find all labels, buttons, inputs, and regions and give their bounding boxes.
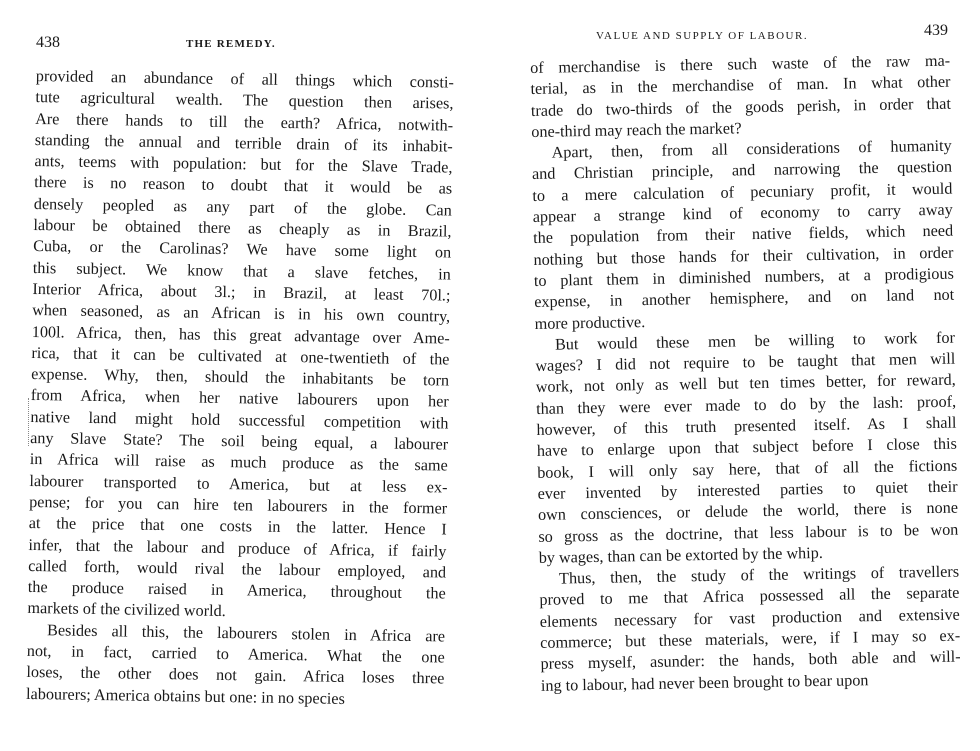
right-text-line: appear a strange kind of economy to carry away	[532, 200, 953, 227]
right-text-line: commerce; but these materials, were, if I may so ex-	[540, 626, 961, 652]
right-page	[490, 0, 980, 751]
left-text-line: there is no reason to doubt that it would be as	[34, 173, 453, 199]
right-text-line: to plant them in diminished numbers, at a prodigious	[533, 264, 954, 290]
right-page-body	[530, 51, 961, 697]
right-text-line: trade do two-thirds of the goods perish, in order that	[530, 94, 952, 120]
right-text-line: wages? I did not require to be taught that men will	[535, 349, 956, 376]
left-text-line: this subject. We know that a slave fetches, in	[32, 258, 451, 284]
left-text-line: Besides all this, the labourers stolen in Africa are	[47, 620, 446, 646]
right-text-line: by wages, than can be extorted by the whip.	[538, 543, 823, 567]
right-text-line: to a mere calculation of pecuniary profit, it would	[532, 179, 953, 205]
left-running-head: THE REMEDY.	[186, 38, 276, 50]
left-text-line: labourer transported to America, but at less ex-	[29, 471, 448, 497]
right-text-line: have to enlarge upon that subject before I close this	[536, 434, 957, 461]
right-text-line: Apart, then, from all considerations of humanity	[551, 136, 952, 162]
right-text-line: ing to labour, had never been brought to bear upon	[540, 670, 869, 695]
left-page-body	[26, 66, 454, 711]
left-text-line: not, in fact, carried to America. What the one	[26, 641, 445, 667]
right-text-line: book, I will only say here, that of all the fictions	[537, 456, 958, 482]
left-text-line: 100l. Africa, then, has this great advantage over Ame-	[31, 322, 450, 348]
left-text-line: from Africa, when her native labourers upon her	[30, 386, 449, 411]
left-page-number: 438	[36, 34, 60, 51]
left-text-line: densely peopled as any part of the globe. Can	[33, 194, 452, 220]
left-text-line: when seasoned, as an African is in his own country,	[32, 301, 451, 326]
right-text-line: than they were ever made to do by the lash: proof,	[535, 392, 957, 418]
left-text-line: at the price that one costs in the latter. Hence I	[28, 514, 447, 539]
left-text-line: native land might hold successful competition with	[30, 407, 449, 433]
right-text-line: however, of this truth presented itself. As I shall	[536, 413, 957, 439]
left-text-line: expense. Why, then, should the inhabitants be torn	[31, 365, 450, 390]
left-text-line: pense; for you can hire ten labourers in the former	[29, 492, 448, 518]
left-text-line: labourers; America obtains but one: in no species	[26, 684, 345, 708]
left-page-header	[36, 34, 454, 64]
left-text-line: the produce raised in America, throughout the	[27, 578, 446, 603]
left-text-line: standing the annual and terrible drain of its inhabit-	[34, 130, 453, 156]
right-page-number: 439	[924, 22, 948, 39]
left-text-line: provided an abundance of all things which consti-	[35, 66, 454, 92]
left-text-line: labour be obtained there as cheaply as in Brazil,	[33, 216, 452, 241]
right-text-line: so gross as the doctrine, that less labour is to be won	[538, 520, 959, 546]
right-text-line: press myself, asunder: the hands, both able and will-	[540, 647, 961, 674]
right-text-line: own consciences, or delude the world, there is none	[537, 498, 959, 525]
left-text-line: infer, that the labour and produce of Africa, if fairly	[28, 535, 447, 561]
right-text-line: Thus, then, the study of the writings of travellers	[558, 562, 960, 588]
right-text-line: nothing but those hands for their cultivation, in order	[533, 243, 954, 269]
left-text-line: tute agricultural wealth. The question then arises,	[35, 88, 454, 113]
right-text-line: ever invented by interested parties to quiet their	[537, 477, 958, 503]
right-text-line: the population from their native fields, which need	[532, 222, 954, 248]
left-text-line: in Africa will raise as much produce as the same	[29, 450, 448, 475]
right-text-line: elements necessary for vast production and extensive	[539, 605, 960, 631]
left-text-line: ants, teems with population: but for the Slave Trade,	[34, 152, 453, 177]
left-text-line: markets of the civilized world.	[27, 599, 226, 621]
right-text-line: one-third may reach the market?	[531, 119, 742, 141]
right-text-line: and Christian principle, and narrowing the question	[531, 158, 953, 184]
left-text-line: Cuba, or the Carolinas? We have some light on	[33, 237, 452, 262]
right-page-header	[530, 22, 948, 52]
right-text-line: expense, in another hemisphere, and on land not	[534, 285, 955, 312]
right-text-line: work, not only as well but ten times better, for reward,	[535, 371, 956, 397]
left-text-line: Are there hands to till the earth? Africa, notwith-	[35, 109, 454, 135]
left-text-line: called forth, would rival the labour employed, and	[28, 556, 447, 582]
right-text-line: proved to me that Africa possessed all the separate	[539, 584, 960, 610]
right-text-line: of merchandise is there such waste of the raw ma-	[530, 51, 951, 77]
left-text-line: loses, the other does not gain. Africa loses three	[26, 663, 445, 688]
right-text-line: But would these men be willing to work for	[554, 328, 956, 354]
left-text-line: any Slave State? The soil being equal, a labourer	[30, 429, 449, 454]
right-running-head: VALUE AND SUPPLY OF LABOUR.	[596, 30, 809, 42]
left-text-line: Interior Africa, about 3l.; in Brazil, at least 70l.;	[32, 279, 451, 305]
right-text-line: more productive.	[534, 312, 646, 333]
right-text-line: terial, as in the merchandise of man. In what other	[530, 72, 951, 99]
scan-margin-mark	[28, 398, 30, 446]
left-text-line: rica, that it can be cultivated at one-twentieth of the	[31, 343, 450, 369]
